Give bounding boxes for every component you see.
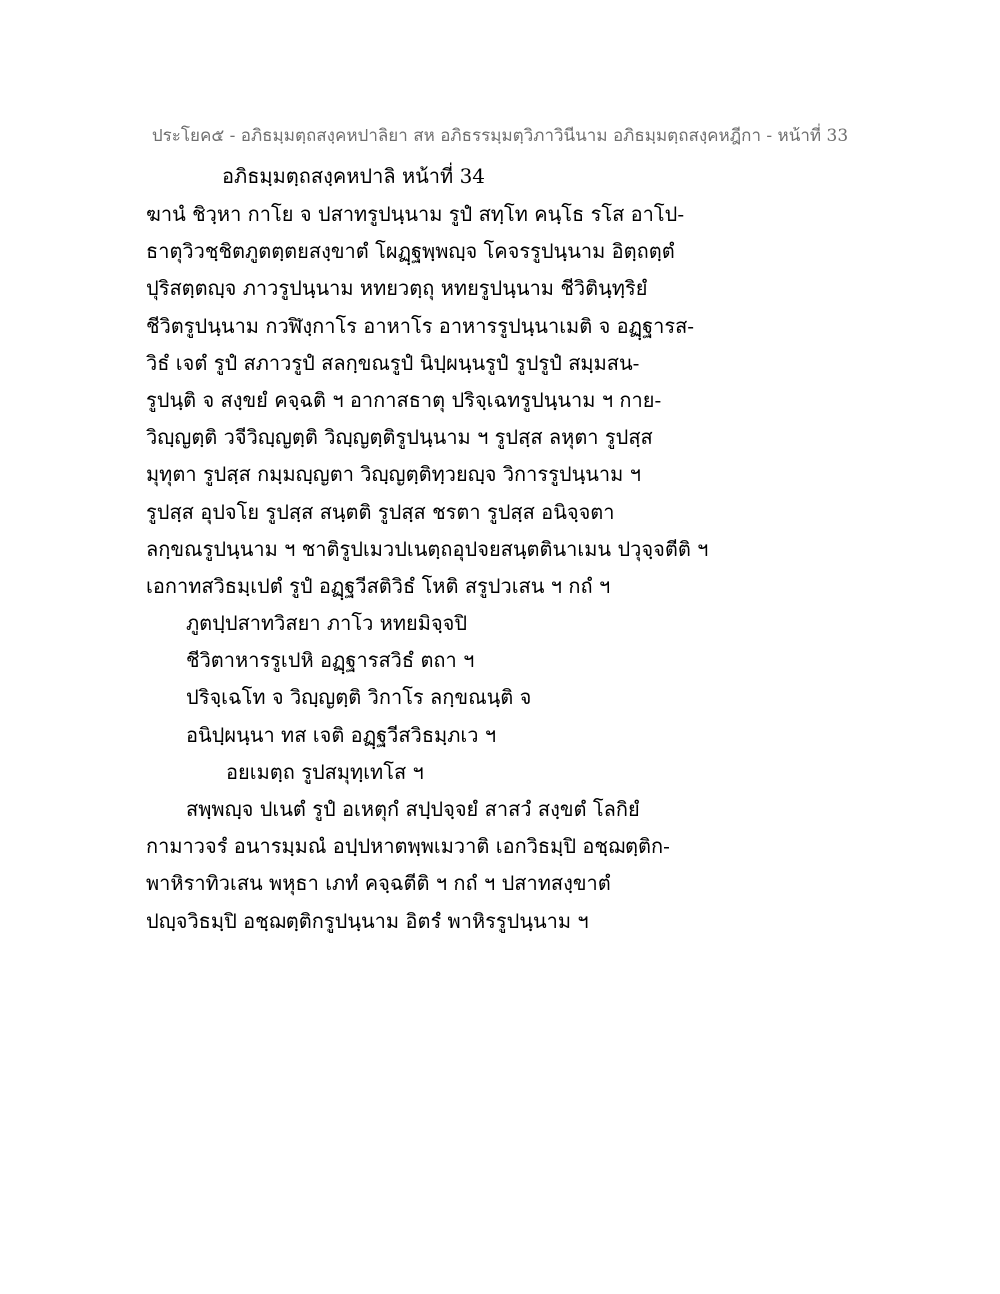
text-line: สพฺพญฺจ ปเนตํ รูปํ อเหตุกํ สปฺปจฺจยํ สาสวํ สงฺขตํ โลกิยํ [186, 797, 640, 821]
verse-line: ภูตปฺปสาทวิสยา ภาโว หทยมิจฺจปิ [186, 611, 468, 636]
verse-line: ชีวิตาหารรูเปหิ อฏฺฐารสวิธํ ตถา ฯ [186, 648, 475, 673]
text-line: กามาวจรํ อนารมฺมณํ อปฺปหาตพฺพเมวาติ เอกวิธมฺปิ อชฺฌตฺติก- [146, 834, 670, 859]
text-line: วิธํ เจตํ รูปํ สภาวรูปํ สลกฺขณรูปํ นิปฺผนฺนรูปํ รูปรูปํ สมฺมสน- [146, 350, 640, 375]
text-line: ฆานํ ชิวฺหา กาโย จ ปสาทรูปนฺนาม รูปํ สทฺโท คนฺโธ รโส อาโป- [146, 202, 685, 226]
text-line: รูปสฺส อุปจโย รูปสฺส สนฺตติ รูปสฺส ชรตา รูปสฺส อนิจฺจตา [146, 499, 615, 524]
text-line: รูปนฺติ จ สงฺขยํ คจฺฉติ ฯ อากาสธาตุ ปริจฺเฉทรูปนฺนาม ฯ กาย- [146, 387, 662, 412]
verse-line: อนิปฺผนฺนา ทส เจติ อฏฺฐวีสวิธมฺภเว ฯ [186, 722, 497, 747]
page-title: อภิธมฺมตฺถสงฺคหปาลิ หน้าที่ 34 [222, 164, 486, 188]
verse-line: ปริจฺเฉโท จ วิญฺญตฺติ วิกาโร ลกฺขณนฺติ จ [186, 685, 532, 710]
verse-summary: อยเมตฺถ รูปสมุทฺเทโส ฯ [226, 759, 424, 784]
text-line: ลกฺขณรูปนฺนาม ฯ ชาติรูปเมวปเนตฺถอุปจยสนฺตตินาเมน ปวุจฺจตีติ ฯ [146, 536, 709, 561]
text-line: เอกาทสวิธมฺเปตํ รูปํ อฏฺฐวีสติวิธํ โหติ สรูปวเสน ฯ กถํ ฯ [146, 573, 611, 598]
text-line: ชีวิตรูปนฺนาม กวฬิงฺกาโร อาหาโร อาหารรูปนฺนาเมติ จ อฏฺฐารส- [146, 313, 695, 338]
text-line: พาหิราทิวเสน พหุธา เภทํ คจฺฉตีติ ฯ กถํ ฯ ปสาทสงฺขาตํ [146, 871, 611, 896]
text-line: ปุริสตฺตญฺจ ภาวรูปนฺนาม หทยวตฺถุ หทยรูปนฺนาม ชีวิตินฺทฺริยํ [146, 276, 648, 301]
text-line: วิญฺญตฺติ วจีวิญฺญตฺติ วิญฺญตฺติรูปนฺนาม ฯ รูปสฺส ลหุตา รูปสฺส [146, 425, 653, 450]
text-line: ปญฺจวิธมฺปิ อชฺฌตฺติกรูปนฺนาม อิตรํ พาหิรรูปนฺนาม ฯ [146, 908, 589, 933]
text-line: มุทุตา รูปสฺส กมฺมญฺญตา วิญฺญตฺติทฺวยญฺจ วิการรูปนฺนาม ฯ [146, 462, 641, 487]
running-header: ประโยค๕ - อภิธมฺมตฺถสงฺคหปาลิยา สห อภิธรรมฺมตฺวิภาวินีนาม อภิธมฺมตฺถสงฺคหฎีกา - หน้าที่ 33 [151, 126, 849, 146]
document-body [146, 196, 766, 940]
text-line: ธาตุวิวชฺชิตภูตตฺตยสงฺขาตํ โผฏฺฐพฺพญฺจ โคจรรูปนฺนาม อิตฺถตฺตํ [146, 239, 675, 264]
